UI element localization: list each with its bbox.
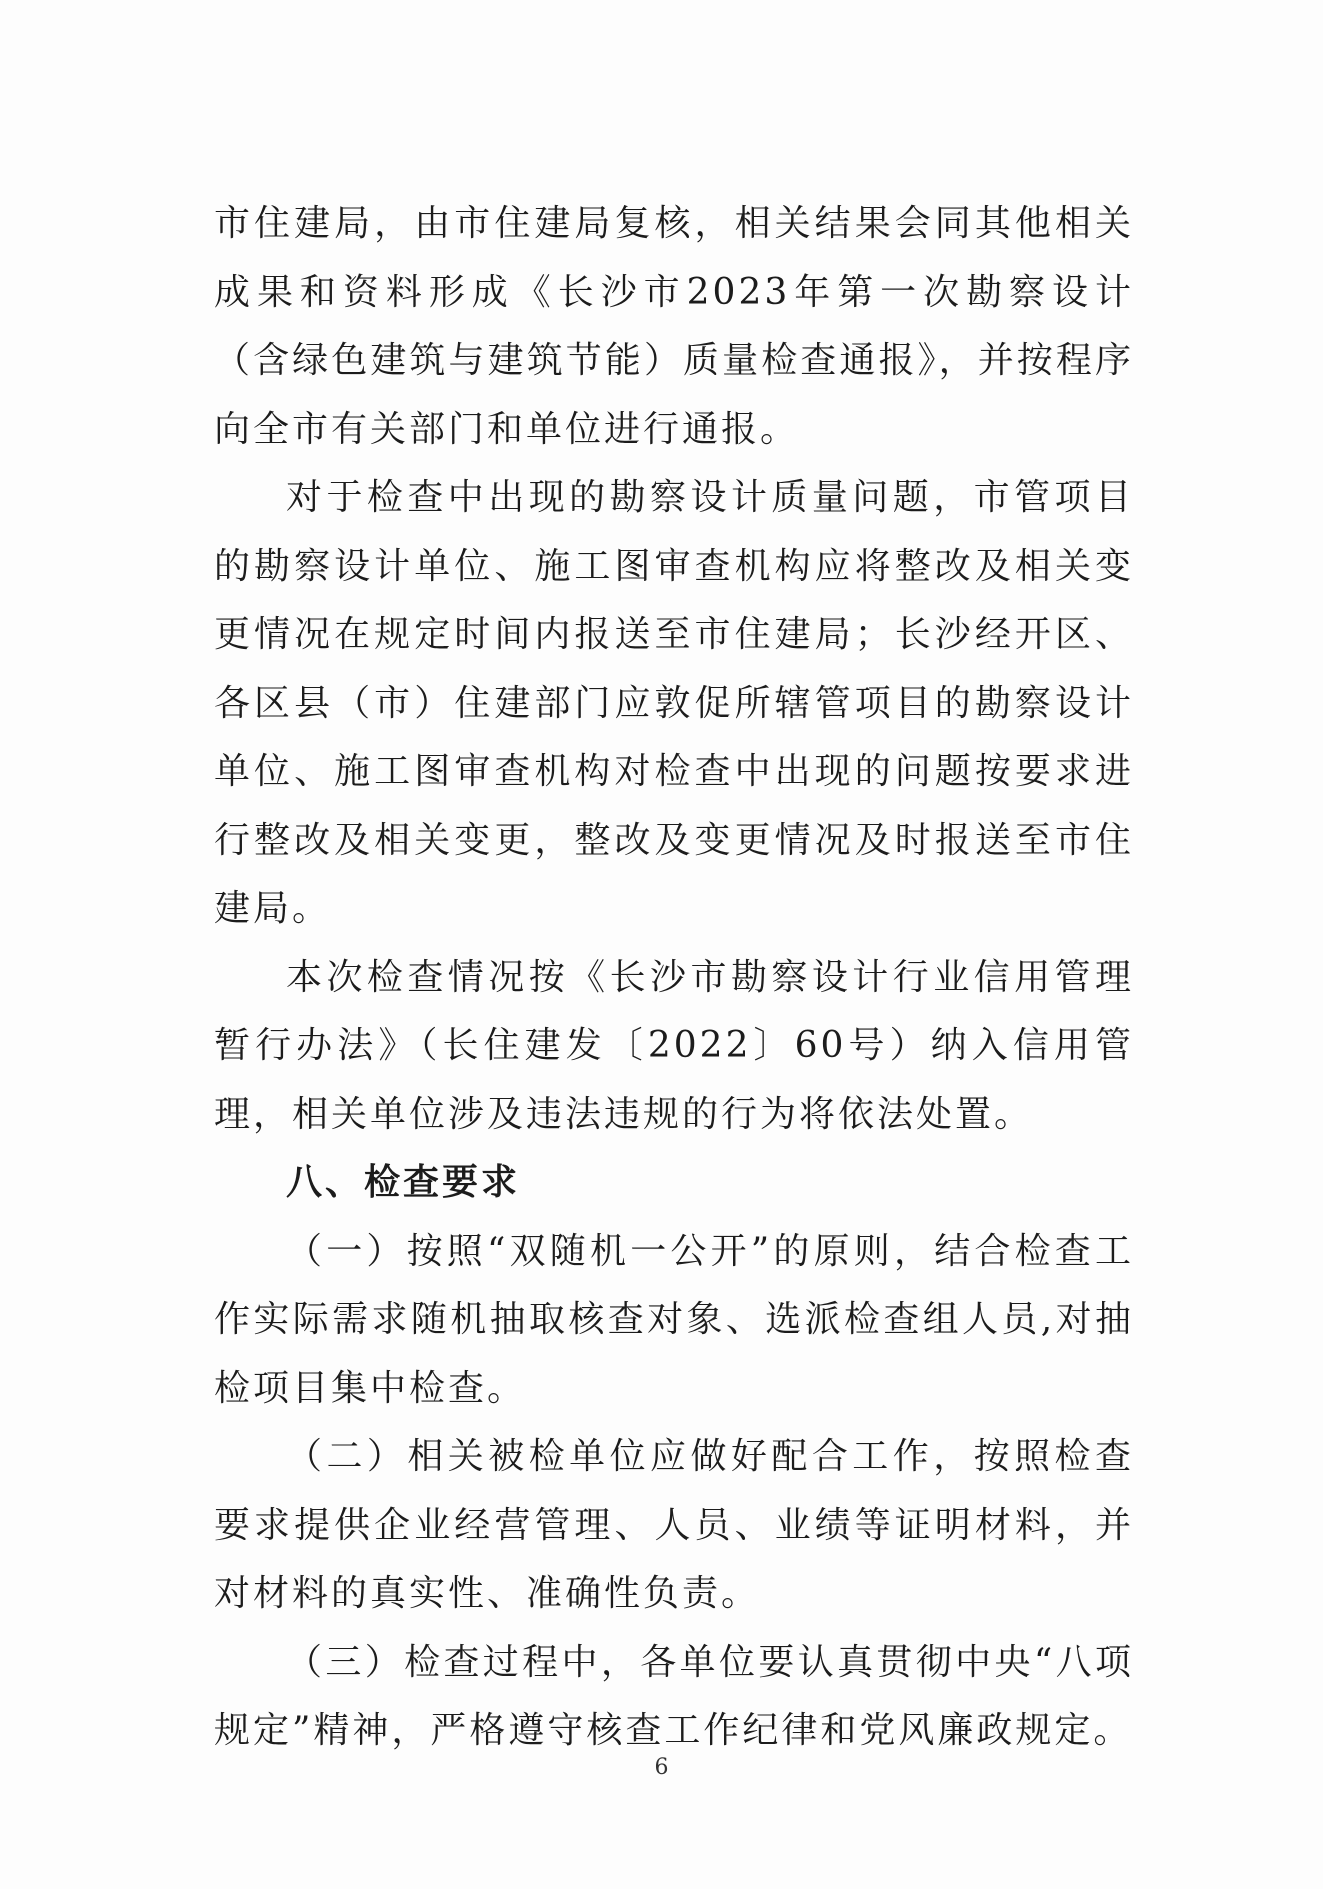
document-body [214, 190, 1134, 1766]
paragraph-rectification: 对于检查中出现的勘察设计质量问题，市管项目的勘察设计单位、施工图审查机构应将整改及相关变更情况在规定时间内报送至市住建局；长沙经开区、各区县（市）住建部门应敦促所辖管项目的勘察设计单位、施工图审查机构对检查中出现的问题按要求进行整改及相关变更，整改及变更情况及时报送至市住建局。 [214, 477, 1134, 929]
section-heading: 八、检查要求 [286, 1162, 521, 1203]
page-number: 6 [654, 1755, 669, 1780]
paragraph-credit-management: 本次检查情况按《长沙市勘察设计行业信用管理暂行办法》（长住建发〔2022〕60号）纳入信用管理，相关单位涉及违法违规的行为将依法处置。 [214, 956, 1134, 1135]
requirement-item-2: （二）相关被检单位应做好配合工作，按照检查要求提供企业经营管理、人员、业绩等证明材料，并对材料的真实性、准确性负责。 [214, 1436, 1134, 1614]
paragraph-continuation: 市住建局，由市住建局复核，相关结果会同其他相关成果和资料形成《长沙市2023年第一次勘察设计（含绿色建筑与建筑节能）质量检查通报》，并按程序向全市有关部门和单位进行通报。 [214, 203, 1134, 450]
requirement-item-3: （三）检查过程中，各单位要认真贯彻中央“八项规定”精神，严格遵守核查工作纪律和党风廉政规定。 [214, 1641, 1134, 1751]
requirement-item-1: （一）按照“双随机一公开”的原则，结合检查工作实际需求随机抽取核查对象、选派检查组人员,对抽检项目集中检查。 [214, 1230, 1134, 1409]
